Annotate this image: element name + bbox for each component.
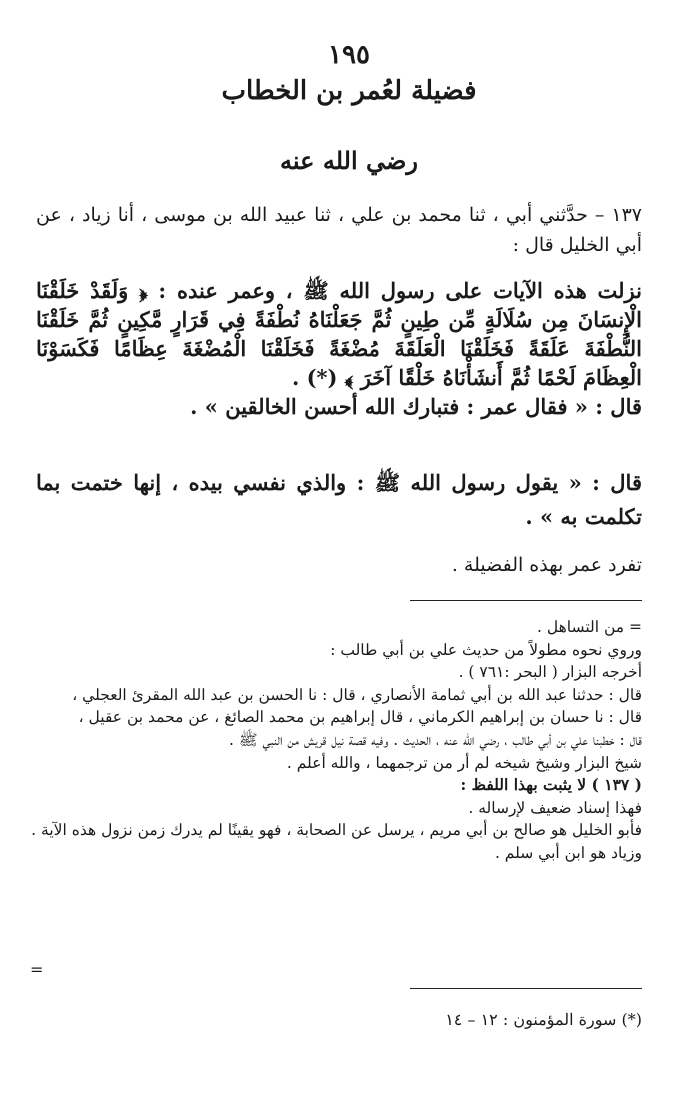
note-line: وروي نحوه مطولاً من حديث علي بن أبي طالب : [330, 640, 642, 659]
commentary-notes [28, 616, 642, 865]
hadith-isnad: ١٣٧ – حدَّثني أبي ، ثنا محمد بن علي ، ثنا عبيد الله بن موسى ، أنا زياد ، عن أبي الخليل قال : [36, 204, 642, 256]
footnote: (*) سورة المؤمنون : ١٢ – ١٤ [445, 1010, 642, 1029]
note-line: قال : خطبنا علي بن أبي طالب ، رضي الله عنه ، الحديث . وفيه قصة نيل قريش من النبي ﷺ . [229, 730, 642, 749]
note-line: = من التساهل . [537, 618, 642, 636]
chapter-subtitle: رضي الله عنه [280, 146, 418, 175]
hadith-prophet-saying: قال : « يقول رسول الله ﷺ : والذي نفسي بيده ، إنها ختمت بما تكلمت به » . [36, 470, 642, 529]
hadith-unique-note: تفرد عمر بهذه الفضيلة . [451, 554, 642, 576]
note-line: أخرجه البزار ( البحر :٧٦١ ) . [458, 663, 642, 682]
note-line: قال : حدثنا عبد الله بن أبي ثمامة الأنصاري ، قال : نا الحسن بن عبد الله المقرئ العجلي ، [72, 685, 642, 704]
hadith-quran-passage: نزلت هذه الآيات على رسول الله ﷺ ، وعمر عنده : ﴿ وَلَقَدْ خَلَقْنَا الْإِنسَانَ مِن سُلَالَةٍ مِّن طِينٍ ثُمَّ جَعَلْنَاهُ نُطْفَةً فِي قَرَارٍ مَّكِينٍ ثُمَّ خَلَقْنَا النُّطْفَةَ عَلَقَةً فَخَلَقْنَا الْعَلَقَةَ مُضْغَةً فَخَلَقْنَا الْمُضْغَةَ عِظَامًا فَكَسَوْنَا الْعِظَامَ لَحْمًا ثُمَّ أَنشَأْنَاهُ خَلْقًا آخَرَ ﴾ (*) . [36, 278, 642, 390]
continuation-mark: = [30, 960, 44, 979]
note-line: قال : نا حسان بن إبراهيم الكرماني ، قال إبراهيم بن محمد الصائغ ، عن محمد بن عقيل ، [78, 708, 642, 727]
chapter-title: فضيلة لعُمر بن الخطاب [221, 76, 477, 106]
hadith-umar-saying: قال : « فقال عمر : فتبارك الله أحسن الخالقين » . [190, 394, 642, 419]
note-line: فهذا إسناد ضعيف لإرساله . [468, 798, 642, 817]
footnote-divider [410, 988, 642, 989]
note-heading: ( ١٣٧ ) لا يثبت بهذا اللفظ : [460, 775, 642, 795]
note-line: فأبو الخليل هو صالح بن أبي مريم ، يرسل عن الصحابة ، فهو يقينًا لم يدرك زمن نزول هذه الآية . [31, 821, 642, 840]
note-line: وزياد هو ابن أبي سلم . [494, 843, 642, 862]
note-line: شيخ البزار وشيخ شيخه لم أر من ترجمهما ، والله أعلم . [286, 753, 642, 772]
page-number: ١٩٥ [328, 40, 370, 70]
notes-divider [410, 600, 642, 601]
